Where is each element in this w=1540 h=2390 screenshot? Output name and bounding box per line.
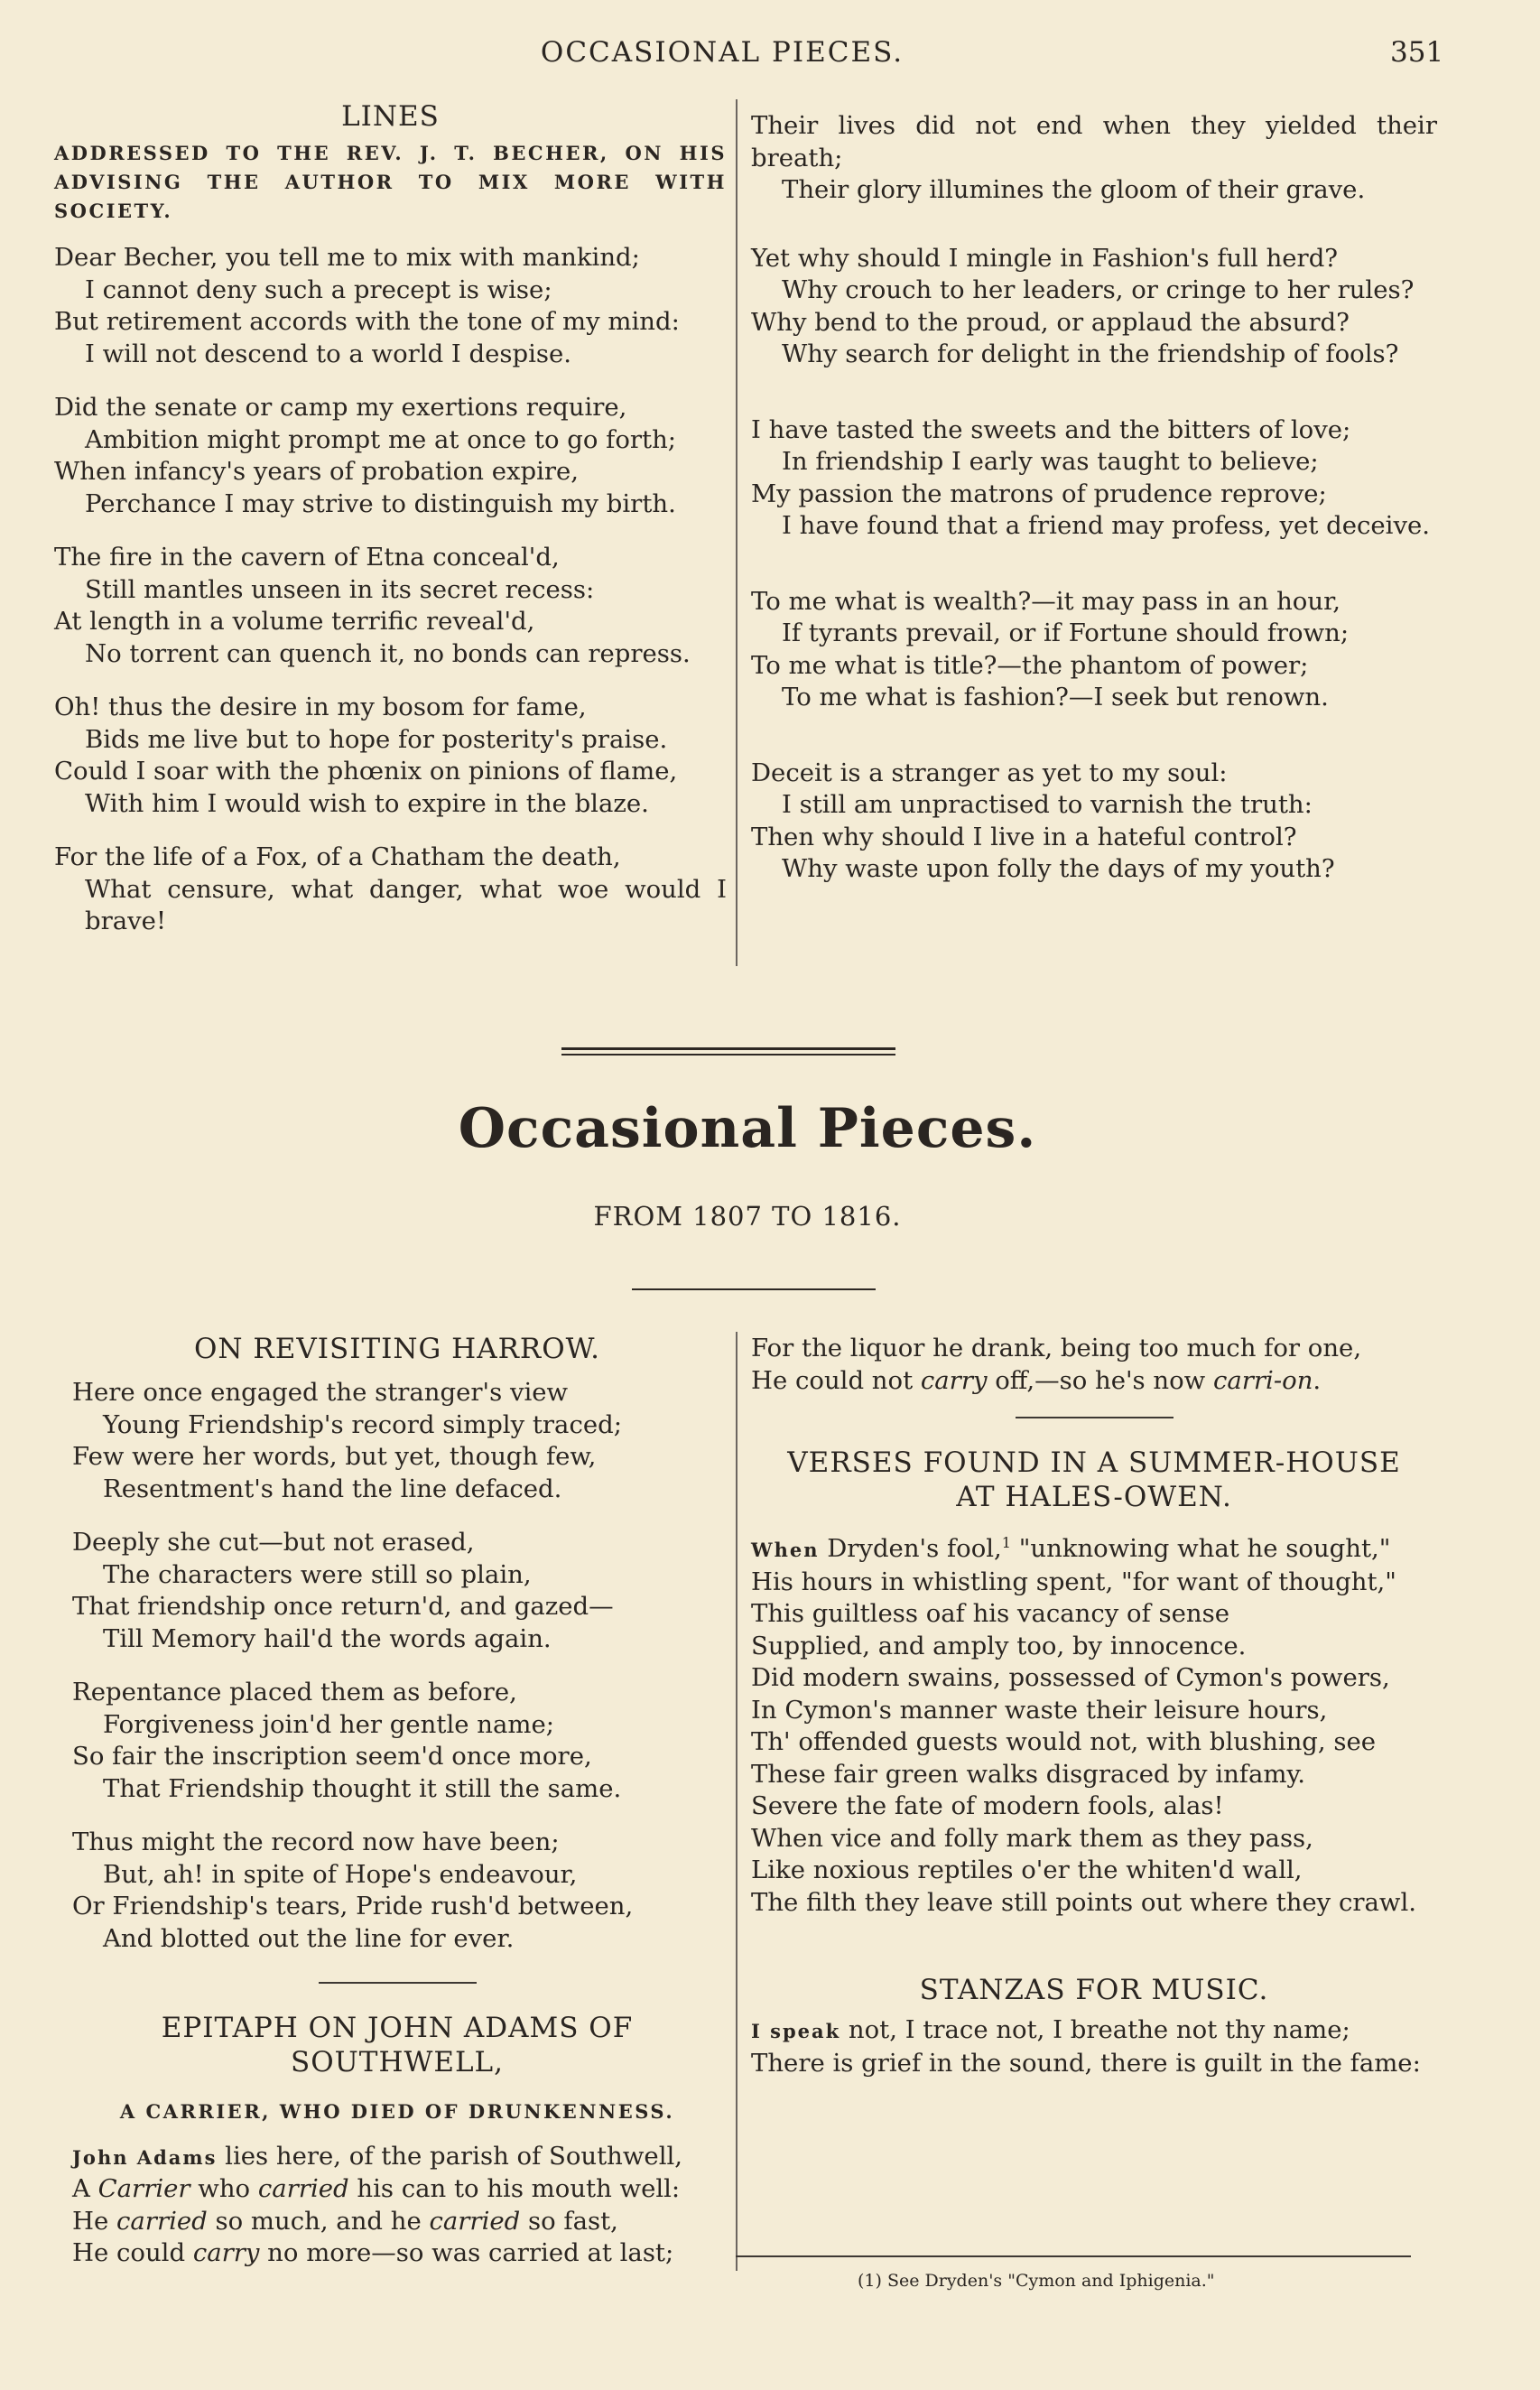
- verse-line: Forgiveness join'd her gentle name;: [103, 1709, 554, 1739]
- stanza: [54, 842, 727, 938]
- verse-line: Repentance placed them as before,: [72, 1678, 517, 1706]
- verse-fragment: off,—so he's now: [987, 1365, 1213, 1395]
- verse-line: [72, 2237, 722, 2270]
- verse-line: Dear Becher, you tell me to mix with mankind;: [54, 243, 640, 272]
- verse-line: At length in a volume terrific reveal'd,: [54, 607, 535, 636]
- verse-line: Severe the fate of modern fools, alas!: [751, 1791, 1224, 1821]
- stanza: [54, 692, 727, 820]
- verse-line: Why bend to the proud, or applaud the absurd?: [751, 307, 1350, 337]
- verse-fragment: "unknowing what he sought,": [1010, 1534, 1391, 1564]
- poem-divider: [1016, 1417, 1174, 1418]
- verse-line: [72, 2141, 722, 2174]
- verse-line: Why search for delight in the friendship of fools?: [782, 339, 1399, 368]
- stanza: [751, 758, 1437, 886]
- verse-fragment: carry: [920, 1365, 988, 1395]
- stanza: [751, 586, 1437, 714]
- verse-line: Supplied, and amply too, by innocence.: [751, 1631, 1247, 1660]
- verse-line: Their glory illumines the gloom of their grave.: [782, 175, 1366, 204]
- verse-line: To me what is title?—the phantom of power;: [751, 650, 1309, 680]
- verse-line: This guiltless oaf his vacancy of sense: [751, 1599, 1230, 1629]
- verse-fragment: When: [751, 1539, 820, 1562]
- verse-line: And blotted out the line for ever.: [103, 1923, 515, 1953]
- verse-line: Deceit is a stranger as yet to my soul:: [751, 758, 1228, 787]
- verse-line: Deeply she cut—but not erased,: [72, 1528, 475, 1557]
- verse-fragment: He could not: [751, 1365, 921, 1395]
- verse-line: No torrent can quench it, no bonds can repress.: [85, 638, 691, 668]
- verse-line: When vice and folly mark them as they pass,: [751, 1823, 1313, 1853]
- poem-subtitle-epitaph: A CARRIER, WHO DIED OF DRUNKENNESS.: [119, 2100, 675, 2123]
- verse-fragment: his can to his mouth well:: [348, 2174, 681, 2203]
- verse-line: His hours in whistling spent, "for want of thought,": [751, 1567, 1396, 1596]
- verse-line: Their lives did not end when they yielded their breath;: [751, 111, 1437, 172]
- verse-line: The fire in the cavern of Etna conceal'd,: [54, 543, 560, 572]
- verse-line: Why waste upon folly the days of my youth?: [782, 854, 1335, 883]
- harrow-and-epitaph: [72, 1332, 722, 2270]
- verse-line: Then why should I live in a hateful control?: [751, 822, 1297, 851]
- footnote-marker: 1: [1001, 1534, 1011, 1551]
- stanza: [751, 243, 1437, 371]
- verse-line: For the life of a Fox, of a Chatham the death,: [54, 842, 621, 871]
- verse-line: When infancy's years of probation expire,: [54, 457, 580, 486]
- verse-line: To me what is wealth?—it may pass in an hour,: [751, 586, 1341, 616]
- verse-line: I will not descend to a world I despise.: [85, 339, 572, 368]
- verse-line: That Friendship thought it still the same.: [103, 1773, 622, 1803]
- verse-line: The filth they leave still points out where they crawl.: [751, 1887, 1416, 1917]
- verse-fragment: carried: [257, 2174, 349, 2203]
- verse-line: Or Friendship's tears, Pride rush'd between,: [72, 1892, 634, 1920]
- running-header: OCCASIONAL PIECES.: [540, 36, 905, 69]
- verse-line: But, ah! in spite of Hope's endeavour,: [103, 1859, 578, 1889]
- verse-line: [751, 1365, 1437, 1398]
- verse-line: With him I would wish to expire in the blaze.: [85, 788, 649, 818]
- verse-fragment: lies here, of the parish of Southwell,: [217, 2141, 683, 2171]
- stanza: [751, 110, 1437, 207]
- footnote: (1) See Dryden's "Cymon and Iphigenia.": [858, 2271, 1215, 2291]
- verse-line: These fair green walks disgraced by infamy.: [751, 1759, 1306, 1789]
- verse-fragment: carried: [116, 2206, 208, 2236]
- section-rule-top: [561, 1047, 895, 1050]
- verse-line: My passion the matrons of prudence reprove;: [751, 479, 1327, 508]
- section-rule-bottom: [632, 1288, 876, 1290]
- verse-line: In friendship I early was taught to believe;: [782, 447, 1319, 476]
- verse-fragment: carried: [429, 2206, 521, 2236]
- verse-line: That friendship once return'd, and gazed—: [72, 1592, 614, 1621]
- section-title: Occasional Pieces.: [458, 1097, 1037, 1160]
- verse-fragment: He: [72, 2206, 116, 2236]
- verse-line: If tyrants prevail, or if Fortune should frown;: [782, 618, 1350, 647]
- poem-title-stanzas: STANZAS FOR MUSIC.: [919, 1974, 1269, 2007]
- stanza: [54, 542, 727, 670]
- stanza: [54, 242, 727, 370]
- lines-poem-right: [751, 110, 1437, 907]
- verse-fragment: Carrier: [97, 2174, 190, 2203]
- verse-line: Yet why should I mingle in Fashion's full herd?: [751, 243, 1339, 273]
- epitaph-cont-verses-stanzas: [751, 1333, 1437, 2079]
- verse-line: Here once engaged the stranger's view: [72, 1378, 569, 1407]
- poem-title-lines: LINES: [341, 100, 440, 133]
- verse-line: There is grief in the sound, there is guilt in the fame:: [751, 2048, 1421, 2078]
- verse-line: [751, 2014, 1437, 2048]
- verse-line: Bids me live but to hope for posterity's praise.: [85, 724, 668, 754]
- poem-title-harrow: ON REVISITING HARROW.: [194, 1333, 600, 1365]
- section-rule-top-2: [561, 1054, 895, 1056]
- verse-fragment: carry: [192, 2238, 260, 2267]
- verse-line: Like noxious reptiles o'er the whiten'd wall,: [751, 1855, 1303, 1885]
- verse-line: Ambition might prompt me at once to go forth;: [85, 424, 677, 454]
- lines-poem-left: [54, 99, 727, 960]
- verse-line: So fair the inscription seem'd once more,: [72, 1742, 592, 1771]
- stanza: [72, 1377, 722, 1505]
- page-number: 351: [1390, 36, 1444, 69]
- verse-line: Why crouch to her leaders, or cringe to her rules?: [782, 275, 1415, 304]
- stanza: [72, 1827, 722, 1955]
- verse-line: I cannot deny such a precept is wise;: [85, 274, 552, 304]
- verse-line: Few were her words, but yet, though few,: [72, 1442, 597, 1471]
- verse-line: I have tasted the sweets and the bitters of love;: [751, 414, 1351, 444]
- verse-line: I still am unpractised to varnish the truth:: [782, 790, 1313, 819]
- poem-dedication: ADDRESSED TO THE REV. J. T. BECHER, ON HIS ADVISING THE AUTHOR TO MIX MORE WITH SOCIETY.: [54, 142, 727, 222]
- verse-line: [72, 2206, 722, 2238]
- verse-line: Th' offended guests would not, with blushing, see: [751, 1727, 1377, 1757]
- poem-title-verses: VERSES FOUND IN A SUMMER-HOUSE AT HALES-OWEN.: [787, 1446, 1401, 1513]
- verse-line: In Cymon's manner waste their leisure hours,: [751, 1695, 1328, 1725]
- verse-line: To me what is fashion?—I seek but renown.: [782, 683, 1329, 711]
- section-dates: FROM 1807 TO 1816.: [593, 1201, 902, 1232]
- footnote-rule: [736, 2255, 1411, 2257]
- stanza: [751, 414, 1437, 543]
- stanza: [72, 1527, 722, 1655]
- verse-line: Till Memory hail'd the words again.: [103, 1623, 552, 1653]
- verse-line: Could I soar with the phœnix on pinions of flame,: [54, 757, 678, 786]
- verse-fragment: not, I trace not, I breathe not thy name;: [840, 2015, 1350, 2045]
- verse-line: Did modern swains, possessed of Cymon's powers,: [751, 1663, 1390, 1693]
- verse-fragment: so fast,: [520, 2206, 618, 2236]
- verse-fragment: I speak: [751, 2020, 841, 2043]
- column-rule: [736, 99, 738, 966]
- verse-line: What censure, what danger, what woe would I brave!: [85, 874, 727, 935]
- verse-fragment: no more—so was carried at last;: [259, 2238, 674, 2267]
- verse-line: Did the senate or camp my exertions require,: [54, 393, 627, 422]
- verse-line: Resentment's hand the line defaced.: [103, 1474, 562, 1503]
- verse-line: I have found that a friend may profess, yet deceive.: [782, 511, 1431, 540]
- verse-fragment: He could: [72, 2238, 193, 2267]
- verse-line: Perchance I may strive to distinguish my birth.: [85, 488, 676, 518]
- stanza: [54, 392, 727, 520]
- verse-line: But retirement accords with the tone of my mind:: [54, 307, 680, 336]
- poem-divider: [319, 1982, 477, 1984]
- verse-fragment: who: [190, 2174, 258, 2203]
- stanza: [72, 1677, 722, 1805]
- verse-line: Young Friendship's record simply traced;: [103, 1409, 623, 1439]
- verse-fragment: A: [72, 2174, 98, 2203]
- verse-fragment: .: [1313, 1365, 1322, 1395]
- verse-line: Oh! thus the desire in my bosom for fame,: [54, 693, 587, 721]
- verse-fragment: John Adams: [72, 2145, 218, 2169]
- verse-line: [751, 1527, 1437, 1567]
- verse-fragment: so much, and he: [207, 2206, 430, 2236]
- verse-line: Still mantles unseen in its secret recess:: [85, 574, 595, 604]
- column-rule: [736, 1332, 738, 2271]
- verse-fragment: carri-on: [1212, 1365, 1313, 1395]
- poem-title-epitaph: EPITAPH ON JOHN ADAMS OF SOUTHWELL,: [161, 2012, 634, 2078]
- verse-line: Thus might the record now have been;: [72, 1827, 560, 1856]
- verse-line: For the liquor he drank, being too much for one,: [751, 1334, 1362, 1362]
- verse-fragment: Dryden's fool,: [819, 1534, 1002, 1564]
- verse-line: The characters were still so plain,: [103, 1559, 532, 1589]
- verse-line: [72, 2173, 722, 2206]
